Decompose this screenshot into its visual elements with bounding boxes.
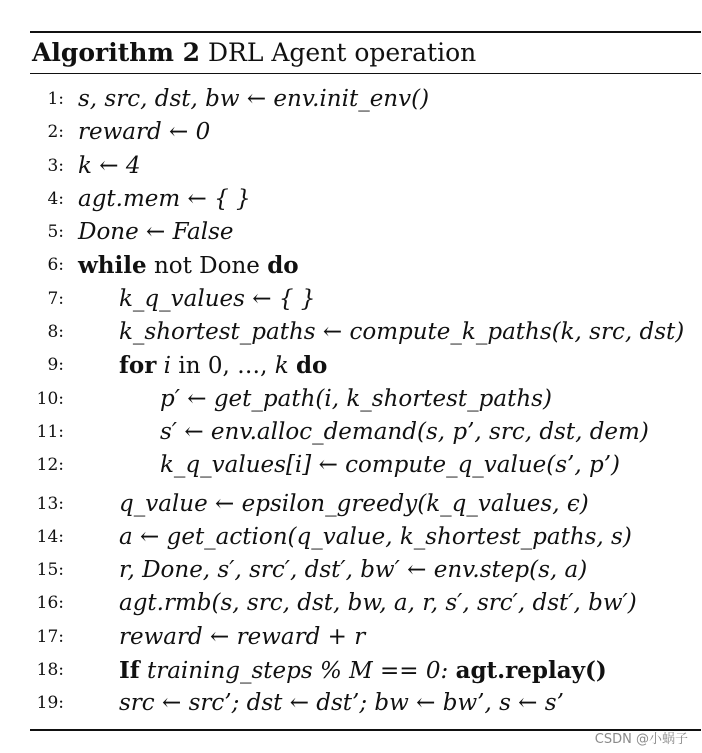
line-number: 8:: [47, 322, 64, 343]
line-number: 17:: [36, 626, 64, 647]
algorithm-lines: [30, 83, 701, 721]
line-number: 4:: [47, 188, 64, 209]
line-code: k ← 4: [78, 152, 141, 179]
algorithm-box: [30, 31, 701, 731]
watermark: CSDN @小蜗子: [594, 732, 688, 747]
algorithm-title: [30, 33, 701, 73]
line-number: 13:: [36, 493, 64, 514]
line-6: [30, 249, 701, 282]
line-19: [30, 687, 701, 720]
line-number: 2:: [47, 122, 64, 143]
algorithm-label: Algorithm 2: [32, 38, 200, 67]
line-code: q_value ← epsilon_greedy(k_q_values, ϵ): [119, 490, 589, 517]
line-number: 5:: [47, 222, 64, 243]
line-code: r, Done, s′, src′, dst′, bw′ ← env.step(s, a): [119, 557, 588, 584]
line-14: [30, 521, 701, 554]
line-number: 16:: [36, 593, 64, 614]
line-number: 11:: [36, 421, 64, 442]
if-condition: training_steps % M == 0:: [146, 658, 449, 685]
line-number: 12:: [36, 455, 64, 476]
line-4: [30, 183, 701, 216]
keyword-while: while: [78, 252, 147, 280]
line-code: src ← src’; dst ← dst’; bw ← bw’, s ← s’: [119, 690, 564, 717]
line-9: [30, 349, 701, 382]
line-5: [30, 216, 701, 249]
title-rule: [30, 73, 701, 74]
line-12: [30, 449, 701, 482]
while-condition: not Done: [153, 253, 260, 280]
line-code: k_shortest_paths ← compute_k_paths(k, src, dst): [119, 319, 685, 346]
line-code: k_q_values[i] ← compute_q_value(s’, p’): [160, 452, 620, 479]
keyword-do: do: [295, 352, 328, 380]
line-code: Done ← False: [78, 219, 234, 246]
line-15: [30, 554, 701, 587]
line-1: [30, 83, 701, 116]
line-code: p′ ← get_path(i, k_shortest_paths): [160, 385, 552, 412]
line-number: 18:: [36, 660, 64, 681]
line-code: [78, 249, 299, 283]
line-18: [30, 654, 701, 687]
line-code: [119, 654, 607, 688]
line-code: reward ← 0: [78, 119, 211, 146]
line-number: 3:: [47, 155, 64, 176]
line-code: agt.rmb(s, src, dst, bw, a, r, s′, src′, dst′, bw′): [119, 590, 637, 617]
line-number: 14:: [36, 526, 64, 547]
line-number: 9:: [47, 355, 64, 376]
line-code: a ← get_action(q_value, k_shortest_paths, s): [119, 523, 632, 550]
line-code: reward ← reward + r: [119, 623, 366, 650]
line-17: [30, 621, 701, 654]
line-13: [30, 488, 701, 521]
keyword-do: do: [267, 252, 299, 280]
loop-bound: k: [274, 353, 289, 380]
line-number: 7:: [47, 288, 64, 309]
line-16: [30, 587, 701, 620]
line-8: [30, 316, 701, 349]
line-10: [30, 383, 701, 416]
line-number: 10:: [36, 388, 64, 409]
line-3: [30, 150, 701, 183]
line-7: [30, 283, 701, 316]
line-number: 19:: [36, 693, 64, 714]
loop-variable: i: [163, 353, 172, 380]
line-code: [119, 349, 327, 383]
loop-range: in 0, …,: [178, 353, 275, 380]
line-number: 1:: [47, 89, 64, 109]
line-11: [30, 416, 701, 449]
line-2: [30, 116, 701, 149]
line-number: 6:: [47, 255, 64, 276]
line-number: 15:: [36, 560, 64, 581]
replay-call: agt.replay(): [455, 657, 607, 685]
keyword-if: If: [119, 657, 140, 685]
line-code: s′ ← env.alloc_demand(s, p’, src, dst, dem): [160, 418, 649, 445]
line-code: k_q_values ← { }: [119, 285, 316, 312]
line-code: s, src, dst, bw ← env.init_env(): [78, 86, 430, 112]
line-code: agt.mem ← { }: [78, 185, 251, 212]
algorithm-name: DRL Agent operation: [207, 38, 477, 67]
keyword-for: for: [119, 352, 157, 380]
